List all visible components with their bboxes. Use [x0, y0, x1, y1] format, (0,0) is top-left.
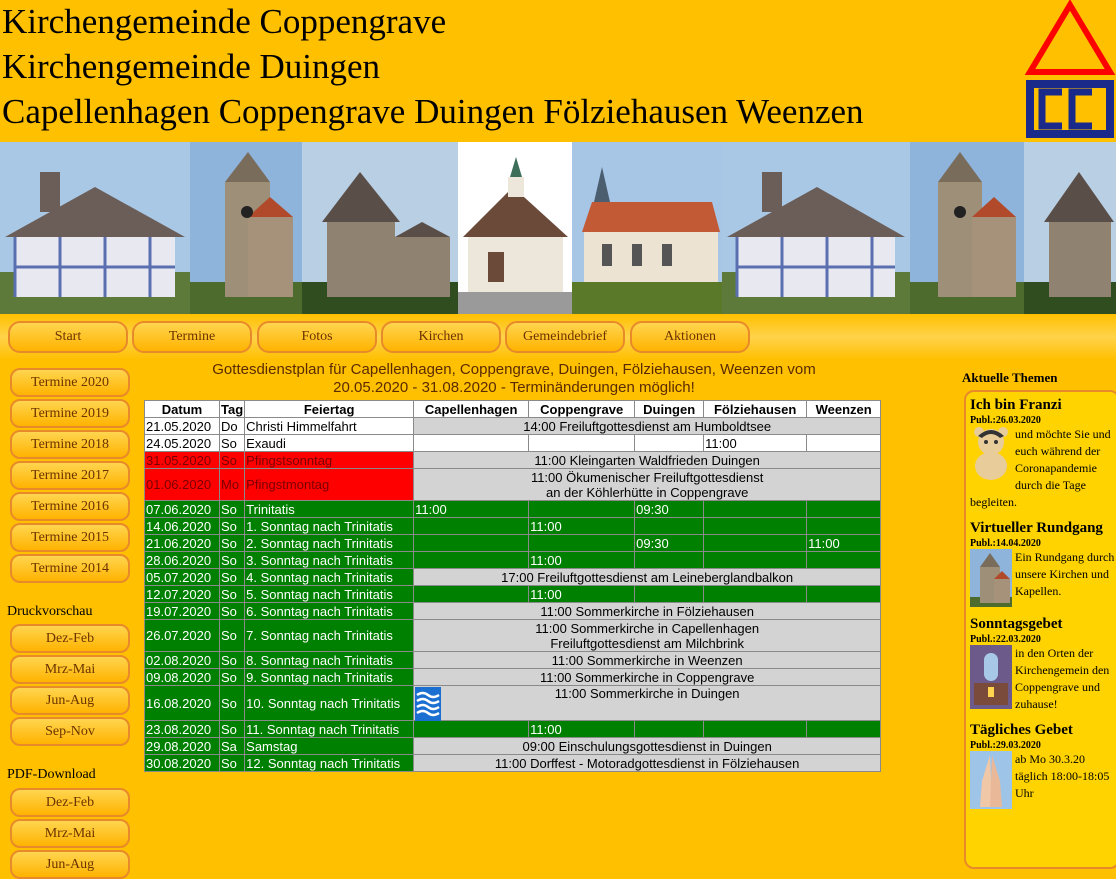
feast-cell: Trinitatis [245, 501, 414, 518]
feast-cell: 2. Sonntag nach Trinitatis [245, 535, 414, 552]
topic-title[interactable]: Ich bin Franzi [970, 397, 1062, 413]
date-cell: 30.08.2020 [145, 755, 220, 772]
service-time-cell [529, 435, 635, 452]
service-time-cell: 11:00 [529, 552, 635, 569]
termine-2020-button[interactable]: Termine 2020 [10, 368, 130, 397]
day-cell: So [220, 620, 245, 652]
service-merged-cell [414, 569, 881, 586]
date-cell: 01.06.2020 [145, 469, 220, 501]
service-text: 11:00 Sommerkirche in Duingen [554, 686, 740, 701]
date-cell: 05.07.2020 [145, 569, 220, 586]
church-interior-icon [970, 645, 1012, 709]
service-text: 11:00 Sommerkirche in Fölziehausen [540, 603, 754, 619]
feast-cell: 10. Sonntag nach Trinitatis [245, 686, 414, 721]
service-text: an der Köhlerhütte in Coppengrave [545, 484, 749, 500]
termine-2014-button[interactable]: Termine 2014 [10, 554, 130, 583]
service-time-cell [414, 552, 529, 569]
topic-text: ab Mo 30.3.20 täglich 18:00-18:05 Uhr [1015, 752, 1110, 800]
church-photo [572, 142, 722, 314]
nav-fotos-button[interactable]: Fotos [257, 321, 377, 353]
topic-date: Publ.:14.04.2020 [970, 538, 1041, 549]
day-cell: Sa [220, 738, 245, 755]
table-row [145, 569, 881, 586]
church-photo-strip [0, 142, 1116, 314]
nav-aktionen-button[interactable]: Aktionen [630, 321, 750, 353]
church-photo [302, 142, 458, 314]
topics-box [964, 390, 1116, 869]
praying-hands-icon [970, 751, 1012, 809]
day-cell: So [220, 452, 245, 469]
date-cell: 16.08.2020 [145, 686, 220, 721]
service-merged-cell [414, 669, 881, 686]
service-time-cell: 11:00 [704, 435, 807, 452]
topic-text: und möchte Sie und euch während der Coronapandemie durch die Tage begleiten. [970, 427, 1111, 509]
date-cell: 23.08.2020 [145, 721, 220, 738]
druck-sep-nov-button[interactable]: Sep-Nov [10, 717, 130, 746]
feast-cell: 7. Sonntag nach Trinitatis [245, 620, 414, 652]
date-cell: 21.05.2020 [145, 418, 220, 435]
druckvorschau-heading: Druckvorschau [7, 604, 93, 619]
day-cell: Do [220, 418, 245, 435]
table-row [145, 552, 881, 569]
service-time-cell [704, 586, 807, 603]
day-cell: So [220, 603, 245, 620]
nav-kirchen-button[interactable]: Kirchen [381, 321, 501, 353]
header-title-2: Kirchengemeinde Duingen [2, 47, 381, 86]
service-merged-cell [414, 686, 881, 721]
table-row [145, 435, 881, 452]
table-row [145, 652, 881, 669]
pdf-dez-feb-button[interactable]: Dez-Feb [10, 788, 130, 817]
date-cell: 19.07.2020 [145, 603, 220, 620]
table-row [145, 738, 881, 755]
date-cell: 28.06.2020 [145, 552, 220, 569]
service-time-cell [529, 535, 635, 552]
day-cell: So [220, 669, 245, 686]
table-row [145, 518, 881, 535]
service-time-cell [704, 501, 807, 518]
table-row [145, 418, 881, 435]
church-photo [722, 142, 910, 314]
feast-cell: 12. Sonntag nach Trinitatis [245, 755, 414, 772]
col-header: Datum [145, 401, 220, 418]
service-time-cell: 11:00 [414, 501, 529, 518]
service-time-cell [414, 586, 529, 603]
service-time-cell: 09:30 [635, 535, 704, 552]
feast-cell: Samstag [245, 738, 414, 755]
aktuelle-themen-heading: Aktuelle Themen [962, 370, 1058, 385]
service-time-cell [414, 435, 529, 452]
service-schedule-table [144, 400, 881, 772]
table-row [145, 603, 881, 620]
service-time-cell [635, 552, 704, 569]
schedule-title [134, 360, 894, 397]
feast-cell: 8. Sonntag nach Trinitatis [245, 652, 414, 669]
service-time-cell [704, 552, 807, 569]
topic-title[interactable]: Sonntagsgebet [970, 616, 1063, 632]
date-cell: 31.05.2020 [145, 452, 220, 469]
termine-2015-button[interactable]: Termine 2015 [10, 523, 130, 552]
table-row [145, 586, 881, 603]
service-time-cell: 11:00 [529, 721, 635, 738]
service-merged-cell [414, 452, 881, 469]
col-header: Duingen [635, 401, 704, 418]
feast-cell: Pfingstsonntag [245, 452, 414, 469]
church-tower-icon [970, 549, 1012, 607]
day-cell: So [220, 652, 245, 669]
day-cell: So [220, 686, 245, 721]
service-merged-cell [414, 603, 881, 620]
date-cell: 26.07.2020 [145, 620, 220, 652]
service-time-cell [529, 501, 635, 518]
schedule-title-line2: 20.05.2020 - 31.08.2020 - Terminänderungen möglich! [333, 379, 695, 396]
service-time-cell [807, 501, 881, 518]
col-header: Capellenhagen [414, 401, 529, 418]
druck-mrz-mai-button[interactable]: Mrz-Mai [10, 655, 130, 684]
service-time-cell [807, 435, 881, 452]
feast-cell: 3. Sonntag nach Trinitatis [245, 552, 414, 569]
service-time-cell: 11:00 [529, 586, 635, 603]
table-row [145, 501, 881, 518]
topic-date: Publ.:22.03.2020 [970, 634, 1041, 645]
day-cell: So [220, 721, 245, 738]
feast-cell: 11. Sonntag nach Trinitatis [245, 721, 414, 738]
service-time-cell [635, 721, 704, 738]
day-cell: So [220, 552, 245, 569]
day-cell: So [220, 586, 245, 603]
feast-cell: 9. Sonntag nach Trinitatis [245, 669, 414, 686]
date-cell: 24.05.2020 [145, 435, 220, 452]
service-text: 11:00 Sommerkirche in Capellenhagen [535, 620, 760, 636]
site-header [0, 0, 1116, 142]
topic-title[interactable]: Virtueller Rundgang [970, 520, 1103, 536]
date-cell: 02.08.2020 [145, 652, 220, 669]
table-row [145, 686, 881, 721]
service-text: 11:00 Dorffest - Motoradgottesdienst in Fölziehausen [494, 755, 800, 771]
main-content [134, 360, 960, 865]
header-title-1: Kirchengemeinde Coppengrave [2, 2, 447, 41]
service-merged-cell [414, 755, 881, 772]
service-merged-cell [414, 620, 881, 652]
day-cell: So [220, 501, 245, 518]
water-waves-icon [415, 687, 441, 721]
service-text: 14:00 Freiluftgottesdienst am Humboldtsee [523, 418, 772, 434]
service-text: 11:00 Kleingarten Waldfrieden Duingen [534, 452, 760, 468]
date-cell: 09.08.2020 [145, 669, 220, 686]
header-title-3: Capellenhagen Coppengrave Duingen Fölziehausen Weenzen [2, 92, 864, 131]
right-sidebar [960, 360, 1116, 865]
topic-text: Ein Rundgang durch unsere Kirchen und Kapellen. [1015, 550, 1115, 598]
termine-2018-button[interactable]: Termine 2018 [10, 430, 130, 459]
table-row [145, 535, 881, 552]
service-time-cell [635, 435, 704, 452]
service-time-cell [635, 518, 704, 535]
table-row [145, 721, 881, 738]
day-cell: So [220, 435, 245, 452]
col-header: Coppengrave [529, 401, 635, 418]
col-header: Feiertag [245, 401, 414, 418]
service-time-cell [807, 552, 881, 569]
church-photo [910, 142, 1024, 314]
top-navigation [0, 314, 1116, 360]
day-cell: So [220, 755, 245, 772]
druck-dez-feb-button[interactable]: Dez-Feb [10, 624, 130, 653]
service-time-cell: 11:00 [529, 518, 635, 535]
nav-start-button[interactable]: Start [8, 321, 128, 353]
pdf-download-heading: PDF-Download [7, 767, 96, 782]
topic-item[interactable] [970, 615, 1116, 713]
feast-cell: Christi Himmelfahrt [245, 418, 414, 435]
day-cell: So [220, 518, 245, 535]
col-header: Tag [221, 401, 244, 417]
service-text: 09:00 Einschulungsgottesdienst in Duingen [522, 738, 772, 754]
left-sidebar [0, 360, 134, 872]
feast-cell: 4. Sonntag nach Trinitatis [245, 569, 414, 586]
day-cell: Mo [220, 469, 245, 501]
church-logo-icon [1022, 0, 1116, 142]
feast-cell: Exaudi [245, 435, 414, 452]
day-cell: So [220, 569, 245, 586]
church-photo [458, 142, 572, 314]
service-time-cell [414, 518, 529, 535]
schedule-title-line1: Gottesdienstplan für Capellenhagen, Coppengrave, Duingen, Fölziehausen, Weenzen vom [212, 361, 816, 378]
termine-2016-button[interactable]: Termine 2016 [10, 492, 130, 521]
topic-item[interactable] [970, 721, 1116, 802]
service-text: 17:00 Freiluftgottesdienst am Leineberglandbalkon [501, 569, 794, 585]
termine-2019-button[interactable]: Termine 2019 [10, 399, 130, 428]
nav-termine-button[interactable]: Termine [132, 321, 252, 353]
church-photo [1024, 142, 1116, 314]
col-header: Weenzen [807, 401, 881, 418]
teddy-bear-icon [970, 426, 1012, 481]
service-merged-cell [414, 652, 881, 669]
service-time-cell [635, 586, 704, 603]
day-cell: So [220, 535, 245, 552]
date-cell: 21.06.2020 [145, 535, 220, 552]
service-time-cell: 11:00 [807, 535, 881, 552]
date-cell: 29.08.2020 [145, 738, 220, 755]
service-time-cell [807, 721, 881, 738]
table-row [145, 452, 881, 469]
service-time-cell [704, 518, 807, 535]
feast-cell: 5. Sonntag nach Trinitatis [245, 586, 414, 603]
service-time-cell [704, 535, 807, 552]
pdf-mrz-mai-button[interactable]: Mrz-Mai [10, 819, 130, 848]
topic-date: Publ.:26.03.2020 [970, 415, 1041, 426]
church-photo [190, 142, 302, 314]
date-cell: 14.06.2020 [145, 518, 220, 535]
feast-cell: Pfingstmontag [245, 469, 414, 501]
date-cell: 12.07.2020 [145, 586, 220, 603]
topic-item[interactable] [970, 396, 1116, 511]
feast-cell: 6. Sonntag nach Trinitatis [245, 603, 414, 620]
service-text: Freiluftgottesdienst am Milchbrink [550, 635, 744, 651]
table-row [145, 669, 881, 686]
druck-jun-aug-button[interactable]: Jun-Aug [10, 686, 130, 715]
service-merged-cell [414, 469, 881, 501]
service-time-cell [807, 586, 881, 603]
topic-date: Publ.:29.03.2020 [970, 740, 1041, 751]
service-time-cell [807, 518, 881, 535]
table-row [145, 620, 881, 652]
service-text: 11:00 Ökumenischer Freiluftgottesdienst [530, 469, 764, 485]
service-time-cell: 09:30 [635, 501, 704, 518]
table-row [145, 469, 881, 501]
termine-2017-button[interactable]: Termine 2017 [10, 461, 130, 490]
church-photo [0, 142, 190, 314]
date-cell: 07.06.2020 [145, 501, 220, 518]
service-time-cell [704, 721, 807, 738]
pdf-jun-aug-button[interactable]: Jun-Aug [10, 850, 130, 879]
service-time-cell [414, 535, 529, 552]
service-text: 11:00 Sommerkirche in Coppengrave [539, 669, 755, 685]
service-text: 11:00 Sommerkirche in Weenzen [551, 652, 743, 668]
topic-title[interactable]: Tägliches Gebet [970, 722, 1073, 738]
table-row [145, 755, 881, 772]
service-time-cell [414, 721, 529, 738]
service-merged-cell [414, 418, 881, 435]
feast-cell: 1. Sonntag nach Trinitatis [245, 518, 414, 535]
topic-text: in den Orten der Kirchengemein den Coppengrave und zuhause! [1015, 646, 1110, 711]
col-header: Fölziehausen [704, 401, 807, 418]
nav-gemeindebrief-button[interactable]: Gemeindebrief [505, 321, 625, 353]
table-header-row [145, 401, 881, 418]
topic-item[interactable] [970, 519, 1116, 607]
service-merged-cell [414, 738, 881, 755]
